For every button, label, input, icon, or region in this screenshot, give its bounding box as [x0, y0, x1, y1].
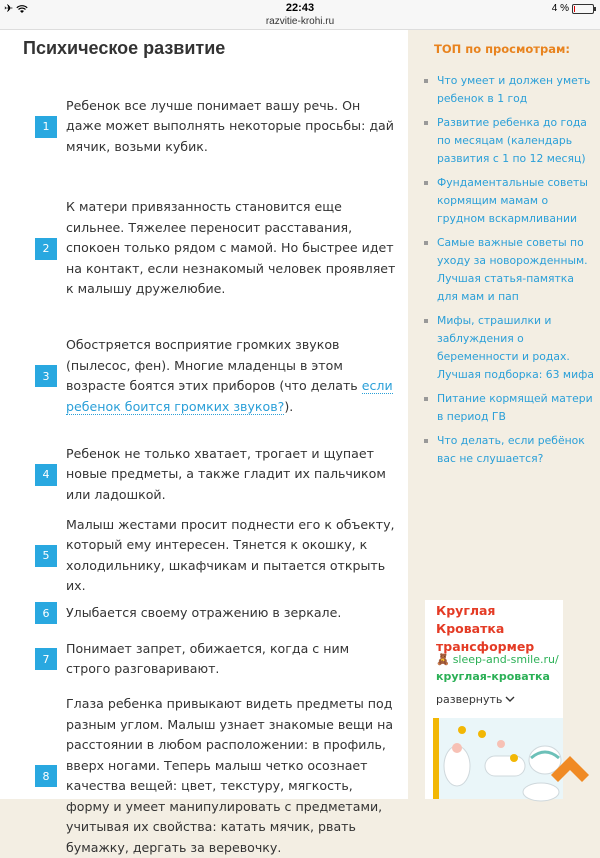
development-list — [0, 88, 408, 858]
list-item — [0, 334, 408, 418]
item-number-badge: 2 — [35, 238, 57, 260]
list-item — [0, 187, 408, 310]
battery-icon — [572, 4, 594, 14]
item-text: Глаза ребенка привыкают видеть предметы под разным углом. Малыш узнает знакомые вещи на расстоянии в любом расположении: в профиль, вверх ногами. Теперь малыш четко осознает качества вещей: цвет, текстуру, мягкость, форму и умеет манипулировать с предметами, учитывая их свойства: катать мячик, рвать бумажку, дергать за веревочку. — [66, 696, 394, 855]
item-number-badge: 5 — [35, 545, 57, 567]
item-text: Ребенок все лучше понимает вашу речь. Он даже может выполнять некоторые просьбы: дай мячик, возьми кубик. — [66, 97, 394, 154]
battery-level-fill — [574, 6, 575, 12]
list-item — [0, 600, 408, 626]
list-item — [0, 694, 408, 858]
status-bar — [0, 0, 600, 30]
chevron-down-icon — [505, 696, 515, 703]
ad-product-image[interactable] — [433, 718, 563, 799]
item-text: К матери привязанность становится еще сильнее. Тяжелее переносит расставания, спокоен только рядом с мамой. Но быстрее идет на контакт, если незнакомый человек проявляет к малышу дружелюбие. — [66, 199, 396, 297]
article-content — [0, 30, 408, 855]
sidebar-link[interactable]: Мифы, страшилки и заблуждения о беременности и родах. Лучшая подборка: 63 мифа — [424, 312, 594, 384]
status-time: 22:43 — [285, 2, 315, 14]
list-item — [0, 638, 408, 680]
item-text: Улыбается своему отражению в зеркале. — [66, 604, 342, 620]
address-bar-url[interactable]: razvitie-krohi.ru — [265, 16, 335, 27]
ad-title[interactable]: Круглая Кроватка трансформер — [436, 603, 535, 654]
sidebar-link[interactable]: Что умеет и должен уметь ребенок в 1 год — [424, 72, 594, 108]
item-number-badge: 8 — [35, 765, 57, 787]
ad-block[interactable] — [425, 600, 563, 799]
item-number-badge: 1 — [35, 116, 57, 138]
item-text: Понимает запрет, обижается, когда с ним строго разговаривают. — [66, 640, 350, 676]
section-title: Психическое развитие — [23, 38, 226, 58]
ad-domain-text: sleep-and-smile.ru/ — [452, 653, 559, 666]
item-text: Малыш жестами просит поднести его к объекту, который ему интересен. Тянется к окошку, к холодильнику, шкафчикам и пытается открыть их. — [66, 516, 395, 593]
list-item — [0, 516, 408, 593]
sidebar-link[interactable]: Фундаментальные советы кормящим мамам о грудном вскармливании — [424, 174, 594, 228]
item-number-badge: 7 — [35, 648, 57, 670]
item-text-part: ). — [284, 398, 294, 414]
teddy-bear-icon: 🧸 — [436, 653, 450, 666]
item-number-badge: 6 — [35, 602, 57, 624]
ad-image-accent-bar — [433, 718, 439, 799]
list-item — [0, 443, 408, 506]
chevron-up-icon — [547, 745, 593, 791]
ad-expand-label: развернуть — [436, 693, 503, 706]
link-child-afraid-of-noise[interactable]: если ребенок боится громких звуков? — [66, 378, 393, 414]
item-text: Ребенок не только хватает, трогает и щупает новые предметы, а также гладит их пальчиком или ладошкой. — [66, 445, 386, 502]
item-text — [66, 335, 396, 417]
battery-percent: 4 % — [551, 3, 569, 14]
item-number-badge: 4 — [35, 464, 57, 486]
item-number-badge: 3 — [35, 365, 57, 387]
ad-path[interactable]: круглая-кроватка — [436, 670, 550, 683]
sidebar — [408, 30, 600, 799]
airplane-mode-icon: ✈ — [4, 3, 14, 15]
ad-expand-button[interactable] — [436, 693, 515, 706]
item-text-part: Обостряется восприятие громких звуков (пылесос, фен). Многие младенцы в этом возрасте боятся этих приборов (что делать — [66, 337, 362, 393]
scroll-to-top-button[interactable] — [547, 745, 593, 791]
crib-illustration-icon — [433, 718, 563, 799]
list-item — [0, 88, 408, 165]
sidebar-link[interactable]: Развитие ребенка до года по месяцам (календарь развития с 1 по 12 месяц) — [424, 114, 594, 168]
sidebar-link[interactable]: Что делать, если ребёнок вас не слушается? — [424, 432, 594, 468]
sidebar-link[interactable]: Питание кормящей матери в период ГВ — [424, 390, 594, 426]
ad-domain-link[interactable] — [436, 652, 559, 668]
top-articles-list — [424, 72, 594, 474]
sidebar-link[interactable]: Самые важные советы по уходу за новорожденным. Лучшая статья-памятка для мам и пап — [424, 234, 594, 306]
battery-indicator — [552, 3, 594, 14]
sidebar-heading: ТОП по просмотрам: — [434, 42, 570, 56]
